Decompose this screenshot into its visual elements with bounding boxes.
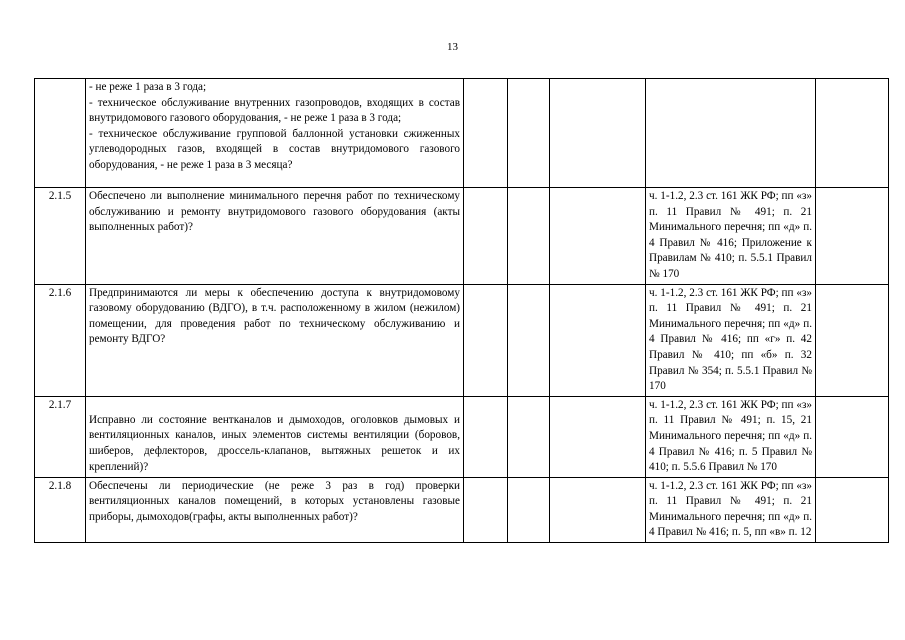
table-row xyxy=(35,284,889,396)
table-row xyxy=(35,188,889,285)
reference-cell: ч. 1-1.2, 2.3 ст. 161 ЖК РФ; пп «з» п. 11 Правил № 491; п. 21 Минимального перечня; пп «д» п. 4 Правил № 416; Приложение к Правилам № 410; п. 5.5.1 Правил № 170 xyxy=(646,188,816,285)
row-number: 2.1.5 xyxy=(35,188,86,285)
answer-yes-cell xyxy=(464,396,508,477)
answer-na-cell xyxy=(550,477,646,542)
note-cell xyxy=(816,477,889,542)
row-number: 2.1.7 xyxy=(35,396,86,477)
page-number: 13 xyxy=(447,41,458,53)
answer-na-cell xyxy=(550,396,646,477)
answer-no-cell xyxy=(508,396,550,477)
answer-na-cell xyxy=(550,188,646,285)
reference-cell: ч. 1-1.2, 2.3 ст. 161 ЖК РФ; пп «з» п. 11 Правил № 491; п. 21 Минимального перечня; пп «д» п. 4 Правил № 416; пп «г» п. 42 Правил № 410; пп «б» п. 32 Правил № 354; п. 5.5.1 Правил № 170 xyxy=(646,284,816,396)
question-cell xyxy=(86,79,464,188)
question-line: - техническое обслуживание групповой баллонной установки сжиженных углеводородных газов, входящей в состав внутридомового газового оборудования, - не реже 1 раза в 3 месяца? xyxy=(89,127,460,171)
question-line: - техническое обслуживание внутренних газопроводов, входящих в состав внутридомового газового оборудования, - не реже 1 раза в 3 года; xyxy=(89,96,460,125)
question-cell xyxy=(86,396,464,477)
reference-cell: ч. 1-1.2, 2.3 ст. 161 ЖК РФ; пп «з» п. 11 Правил № 491; п. 21 Минимального перечня; пп «д» п. 4 Правил № 416; п. 5, пп «в» п. 12 xyxy=(646,477,816,542)
table-row xyxy=(35,79,889,188)
question-line: Предпринимаются ли меры к обеспечению доступа к внутридомовому газовому оборудованию (ВДГО), в т.ч. расположенному в жилом (нежилом) помещении, для проведения работ по техническому обслуживанию и ремонту ВДГО? xyxy=(89,286,460,346)
answer-no-cell xyxy=(508,188,550,285)
answer-no-cell xyxy=(508,477,550,542)
note-cell xyxy=(816,188,889,285)
answer-yes-cell xyxy=(464,188,508,285)
answer-no-cell xyxy=(508,79,550,188)
question-line: Исправно ли состояние вентканалов и дымоходов, оголовков дымовых и вентиляционных каналов, иных элементов системы вентиляции (боровов, шиберов, дефлекторов, дроссель-клапанов, вытяжных решеток и их креплений)? xyxy=(89,413,460,473)
question-line: Обеспечено ли выполнение минимального перечня работ по техническому обслуживанию и ремонту внутридомового газового оборудования (акты выполненных работ)? xyxy=(89,190,460,234)
reference-cell xyxy=(646,79,816,188)
answer-yes-cell xyxy=(464,477,508,542)
note-cell xyxy=(816,396,889,477)
table-row xyxy=(35,477,889,542)
answer-na-cell xyxy=(550,79,646,188)
answer-yes-cell xyxy=(464,284,508,396)
question-cell xyxy=(86,284,464,396)
question-line: - не реже 1 раза в 3 года; xyxy=(89,81,207,93)
table-row xyxy=(35,396,889,477)
question-cell xyxy=(86,477,464,542)
row-number: 2.1.8 xyxy=(35,477,86,542)
answer-no-cell xyxy=(508,284,550,396)
reference-cell: ч. 1-1.2, 2.3 ст. 161 ЖК РФ; пп «з» п. 11 Правил № 491; п. 15, 21 Минимального перечня; пп «д» п. 4 Правил № 416; п. 5 Правил № 410; п. 5.5.6 Правил № 170 xyxy=(646,396,816,477)
row-number xyxy=(35,79,86,188)
checklist-table xyxy=(34,78,889,543)
answer-yes-cell xyxy=(464,79,508,188)
answer-na-cell xyxy=(550,284,646,396)
row-number: 2.1.6 xyxy=(35,284,86,396)
note-cell xyxy=(816,284,889,396)
question-cell xyxy=(86,188,464,285)
note-cell xyxy=(816,79,889,188)
question-line: Обеспечены ли периодические (не реже 3 раз в год) проверки вентиляционных каналов помещений, в которых установлены газовые приборы, дымоходов(графы, акты выполненных работ)? xyxy=(89,479,460,523)
